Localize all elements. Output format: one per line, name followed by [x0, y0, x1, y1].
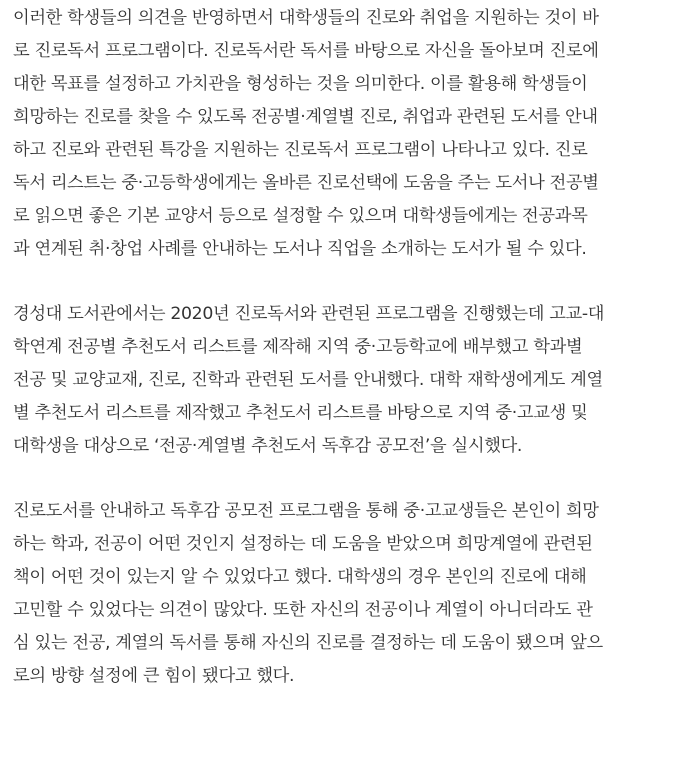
- paragraph-spacer: [13, 463, 663, 495]
- text-line: 심 있는 전공, 계열의 독서를 통해 자신의 진로를 결정하는 데 도움이 됐으며 앞으: [13, 633, 603, 653]
- text-line: 전공 및 교양교재, 진로, 진학과 관련된 도서를 안내했다. 대학 재학생에게도 계열: [13, 370, 603, 390]
- text-line: 대한 목표를 설정하고 가치관을 형성하는 것을 의미한다. 이를 활용해 학생들이: [13, 74, 588, 94]
- text-line: 독서 리스트는 중·고등학생에게는 올바른 진로선택에 도움을 주는 도서나 전공별: [13, 173, 599, 193]
- paragraph-2: [13, 298, 663, 463]
- text-line: 대학생을 대상으로 ‘전공·계열별 추천도서 독후감 공모전’을 실시했다.: [13, 436, 523, 456]
- paragraph-3: [13, 495, 663, 693]
- text-line: 학연계 전공별 추천도서 리스트를 제작해 지역 중·고등학교에 배부했고 학과별: [13, 337, 583, 357]
- text-line: 과 연계된 취·창업 사례를 안내하는 도서나 직업을 소개하는 도서가 될 수 있다.: [13, 239, 587, 259]
- text-line: 로의 방향 설정에 큰 힘이 됐다고 했다.: [13, 666, 295, 686]
- article-body: [13, 2, 663, 693]
- paragraph-spacer: [13, 266, 663, 298]
- text-line: 이러한 학생들의 의견을 반영하면서 대학생들의 진로와 취업을 지원하는 것이 바: [13, 8, 599, 28]
- text-line: 진로도서를 안내하고 독후감 공모전 프로그램을 통해 중·고교생들은 본인이 희망: [13, 501, 599, 521]
- text-line: 책이 어떤 것이 있는지 알 수 있었다고 했다. 대학생의 경우 본인의 진로에 대해: [13, 567, 587, 587]
- text-line: 고민할 수 있었다는 의견이 많았다. 또한 자신의 전공이나 계열이 아니더라도 관: [13, 600, 593, 620]
- text-line: 경성대 도서관에서는 2020년 진로독서와 관련된 프로그램을 진행했는데 고교-대: [13, 304, 605, 324]
- paragraph-1: [13, 2, 663, 266]
- text-line: 희망하는 진로를 찾을 수 있도록 전공별·계열별 진로, 취업과 관련된 도서를 안내: [13, 107, 598, 127]
- text-line: 로 읽으면 좋은 기본 교양서 등으로 설정할 수 있으며 대학생들에게는 전공과목: [13, 206, 588, 226]
- text-line: 별 추천도서 리스트를 제작했고 추천도서 리스트를 바탕으로 지역 중·고교생 및: [13, 403, 588, 423]
- text-line: 하고 진로와 관련된 특강을 지원하는 진로독서 프로그램이 나타나고 있다. 진로: [13, 140, 588, 160]
- text-line: 하는 학과, 전공이 어떤 것인지 설정하는 데 도움을 받았으며 희망계열에 관련된: [13, 534, 593, 554]
- text-line: 로 진로독서 프로그램이다. 진로독서란 독서를 바탕으로 자신을 돌아보며 진로에: [13, 41, 599, 61]
